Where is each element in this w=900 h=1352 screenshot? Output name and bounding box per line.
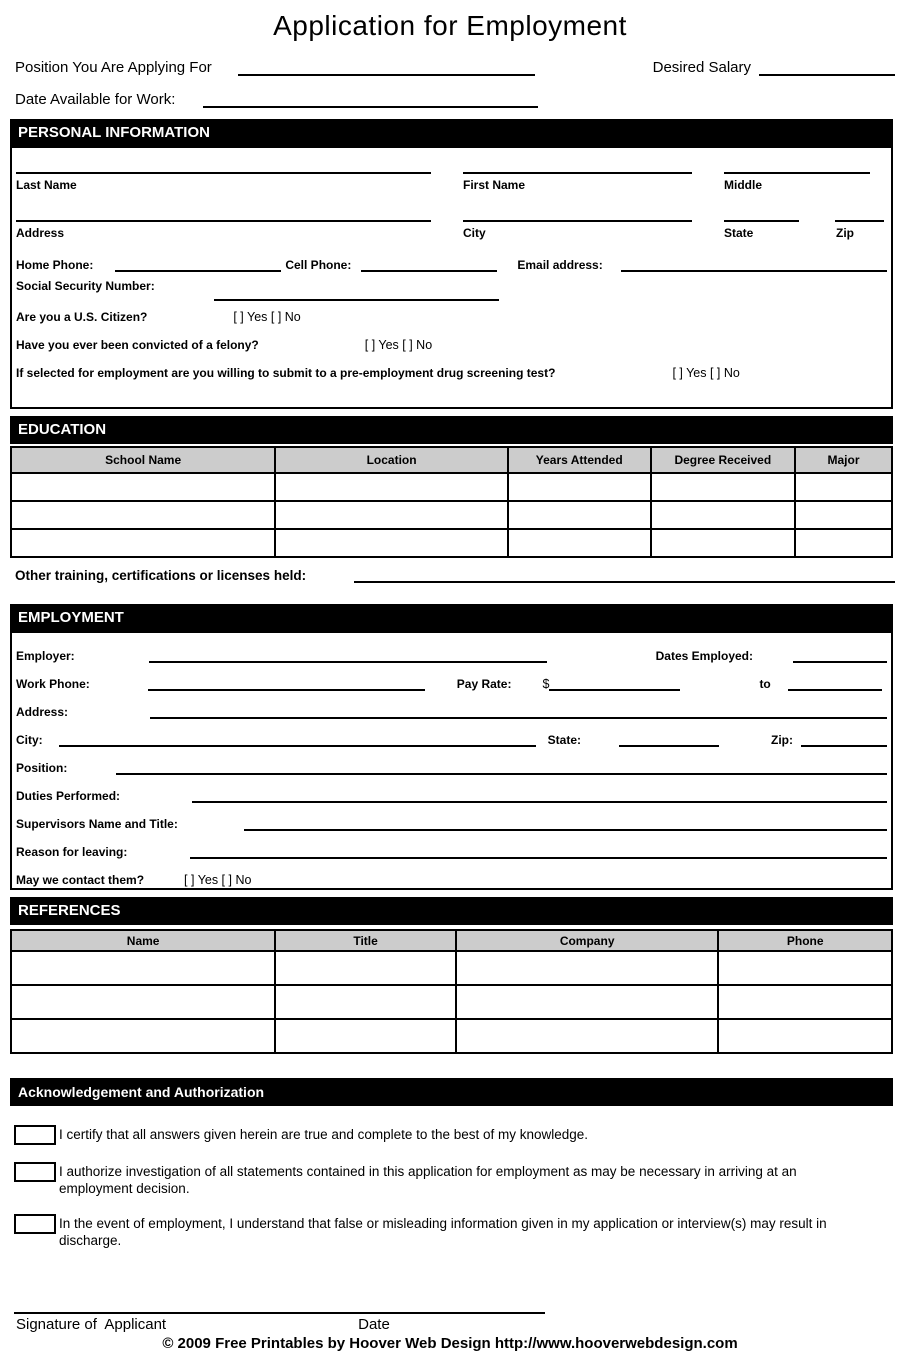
references-col-title: Title (275, 930, 456, 951)
may-we-contact-yes-no-options[interactable]: [ ] Yes [ ] No (184, 873, 252, 887)
city-input-line[interactable] (463, 194, 692, 222)
middle-name-input-line[interactable] (724, 150, 870, 174)
education-col-years-attended: Years Attended (508, 447, 651, 473)
zip-label: Zip (836, 226, 854, 240)
address-input-line[interactable] (16, 194, 431, 222)
education-section-header: EDUCATION (10, 416, 893, 444)
references-col-name: Name (11, 930, 275, 951)
may-we-contact-row (16, 859, 887, 887)
position-label: Position: (16, 761, 68, 775)
other-training-input-line[interactable] (354, 573, 895, 583)
education-col-degree-received: Degree Received (651, 447, 795, 473)
top-row-position-salary (15, 59, 895, 76)
references-cell[interactable] (11, 985, 275, 1019)
name-labels-row (16, 174, 887, 192)
education-cell[interactable] (275, 501, 508, 529)
home-phone-input-line[interactable] (115, 260, 281, 272)
felony-question-row (16, 338, 887, 352)
references-row (11, 1019, 892, 1053)
position-applying-input-line[interactable] (238, 60, 535, 76)
email-input-line[interactable] (621, 260, 887, 272)
address-labels-row (16, 222, 887, 240)
references-cell[interactable] (456, 951, 719, 985)
references-row (11, 985, 892, 1019)
duties-performed-label: Duties Performed: (16, 789, 121, 803)
ssn-label: Social Security Number: (16, 279, 155, 293)
employer-city-row (16, 719, 887, 747)
education-cell[interactable] (651, 529, 795, 557)
application-form-page (0, 10, 900, 1352)
date-available-label: Date Available for Work: (15, 91, 176, 108)
references-cell[interactable] (275, 1019, 456, 1053)
state-label: State (724, 226, 754, 240)
certify-checkbox[interactable] (14, 1125, 56, 1145)
employer-state-label: State: (547, 733, 582, 747)
education-cell[interactable] (508, 501, 651, 529)
employer-zip-label: Zip: (771, 733, 794, 747)
name-blanks-row (16, 148, 887, 174)
other-training-label: Other training, certifications or licenses held: (15, 568, 307, 583)
education-cell[interactable] (508, 529, 651, 557)
supervisor-input-line[interactable] (244, 817, 887, 831)
middle-name-label: Middle (724, 178, 762, 192)
references-table (10, 929, 893, 1054)
position-row (16, 747, 887, 775)
employment-section-header: EMPLOYMENT (10, 604, 893, 632)
reason-for-leaving-label: Reason for leaving: (16, 845, 128, 859)
citizen-yes-no-options[interactable]: [ ] Yes [ ] No (233, 310, 301, 324)
employer-address-input-line[interactable] (150, 705, 887, 719)
references-col-company: Company (456, 930, 719, 951)
employer-state-input-line[interactable] (619, 733, 719, 747)
pay-rate-to-line[interactable] (788, 677, 882, 691)
citizen-question-row (16, 310, 887, 324)
position-applying-label: Position You Are Applying For (15, 59, 212, 76)
employer-city-label: City: (16, 733, 43, 747)
education-cell[interactable] (651, 473, 795, 501)
duties-performed-input-line[interactable] (192, 789, 887, 803)
acknowledgement-section-header: Acknowledgement and Authorization (10, 1078, 893, 1106)
pay-rate-from-line[interactable] (549, 677, 680, 691)
references-cell[interactable] (718, 1019, 892, 1053)
reason-for-leaving-input-line[interactable] (190, 845, 887, 859)
authorize-checkbox[interactable] (14, 1162, 56, 1182)
first-name-input-line[interactable] (463, 150, 692, 174)
pay-rate-label: Pay Rate: (456, 677, 512, 691)
education-row (11, 529, 892, 557)
employer-label: Employer: (16, 649, 75, 663)
employer-row (16, 635, 887, 663)
state-input-line[interactable] (724, 194, 799, 222)
ack-item-discharge (14, 1214, 880, 1249)
zip-input-line[interactable] (835, 194, 884, 222)
references-cell[interactable] (718, 985, 892, 1019)
employer-city-input-line[interactable] (59, 733, 536, 747)
ssn-input-line[interactable] (214, 293, 499, 301)
reason-leaving-row (16, 831, 887, 859)
education-cell[interactable] (11, 473, 275, 501)
cell-phone-input-line[interactable] (361, 260, 497, 272)
references-col-phone: Phone (718, 930, 892, 951)
references-row (11, 951, 892, 985)
copyright-footer: © 2009 Free Printables by Hoover Web Design http://www.hooverwebdesign.com (162, 1335, 738, 1352)
education-cell[interactable] (795, 473, 892, 501)
home-phone-label: Home Phone: (16, 258, 94, 272)
education-cell[interactable] (11, 501, 275, 529)
address-blanks-row (16, 192, 887, 222)
pay-rate-to-label: to (759, 677, 771, 691)
education-header-row (11, 447, 892, 473)
drug-question-label: If selected for employment are you willing to submit to a pre-employment drug screening test? (16, 366, 556, 380)
last-name-input-line[interactable] (16, 150, 431, 174)
employment-box (10, 632, 893, 890)
education-col-school-name: School Name (11, 447, 275, 473)
education-cell[interactable] (275, 529, 508, 557)
references-header-row (11, 930, 892, 951)
desired-salary-input-line[interactable] (759, 60, 895, 76)
education-cell[interactable] (508, 473, 651, 501)
employer-zip-input-line[interactable] (801, 733, 887, 747)
references-section-header: REFERENCES (10, 897, 893, 925)
citizen-question-label: Are you a U.S. Citizen? (16, 310, 148, 324)
references-cell[interactable] (11, 951, 275, 985)
education-cell[interactable] (795, 501, 892, 529)
personal-information-section-header: PERSONAL INFORMATION (10, 119, 893, 147)
education-col-location: Location (275, 447, 508, 473)
phones-row (16, 252, 887, 272)
references-cell[interactable] (718, 951, 892, 985)
dates-employed-label: Dates Employed: (655, 649, 753, 663)
education-cell[interactable] (795, 529, 892, 557)
last-name-label: Last Name (16, 178, 77, 192)
drug-yes-no-options[interactable]: [ ] Yes [ ] No (672, 366, 740, 380)
discharge-checkbox[interactable] (14, 1214, 56, 1234)
discharge-text: In the event of employment, I understand that false or misleading information given in my application or interview(s) may result in discharge. (59, 1216, 827, 1248)
pay-rate-dollar-sign: $ (542, 677, 550, 691)
other-training-row (15, 568, 895, 583)
supervisor-row (16, 803, 887, 831)
page-title: Application for Employment (273, 10, 627, 41)
top-row-date-available (15, 91, 895, 108)
address-label: Address (16, 226, 65, 240)
education-cell[interactable] (275, 473, 508, 501)
duties-row (16, 775, 887, 803)
felony-question-label: Have you ever been convicted of a felony? (16, 338, 259, 352)
employer-address-label: Address: (16, 705, 69, 719)
references-cell[interactable] (11, 1019, 275, 1053)
felony-yes-no-options[interactable]: [ ] Yes [ ] No (364, 338, 433, 352)
work-phone-input-line[interactable] (148, 677, 425, 691)
signature-input-line[interactable] (14, 1304, 545, 1314)
certify-text: I certify that all answers given herein are true and complete to the best of my knowledge. (59, 1127, 589, 1142)
signature-of-applicant-label: Signature of Applicant (16, 1316, 167, 1333)
ack-item-authorize (14, 1162, 880, 1197)
supervisor-name-title-label: Supervisors Name and Title: (16, 817, 178, 831)
references-cell[interactable] (275, 985, 456, 1019)
city-label: City (463, 226, 486, 240)
may-we-contact-label: May we contact them? (16, 873, 145, 887)
education-row (11, 501, 892, 529)
work-phone-row (16, 663, 887, 691)
signature-labels-row (16, 1316, 900, 1333)
first-name-label: First Name (463, 178, 526, 192)
employer-address-row (16, 691, 887, 719)
employer-input-line[interactable] (149, 649, 547, 663)
education-row (11, 473, 892, 501)
references-cell[interactable] (456, 985, 719, 1019)
date-available-input-line[interactable] (203, 92, 538, 108)
authorize-text: I authorize investigation of all statements contained in this application for employment as may be necessary in arriving at an employment decision. (59, 1164, 797, 1196)
references-cell[interactable] (456, 1019, 719, 1053)
position-input-line[interactable] (116, 761, 887, 775)
education-cell[interactable] (651, 501, 795, 529)
date-label: Date (358, 1316, 390, 1333)
dates-employed-from-line[interactable] (793, 649, 887, 663)
references-cell[interactable] (275, 951, 456, 985)
work-phone-label: Work Phone: (16, 677, 90, 691)
email-label: Email address: (517, 258, 603, 272)
drug-question-row (16, 366, 887, 380)
education-cell[interactable] (11, 529, 275, 557)
education-col-major: Major (795, 447, 892, 473)
education-table (10, 446, 893, 558)
personal-information-box (10, 147, 893, 409)
desired-salary-label: Desired Salary (652, 59, 751, 76)
ack-item-certify (14, 1125, 880, 1145)
cell-phone-label: Cell Phone: (285, 258, 352, 272)
